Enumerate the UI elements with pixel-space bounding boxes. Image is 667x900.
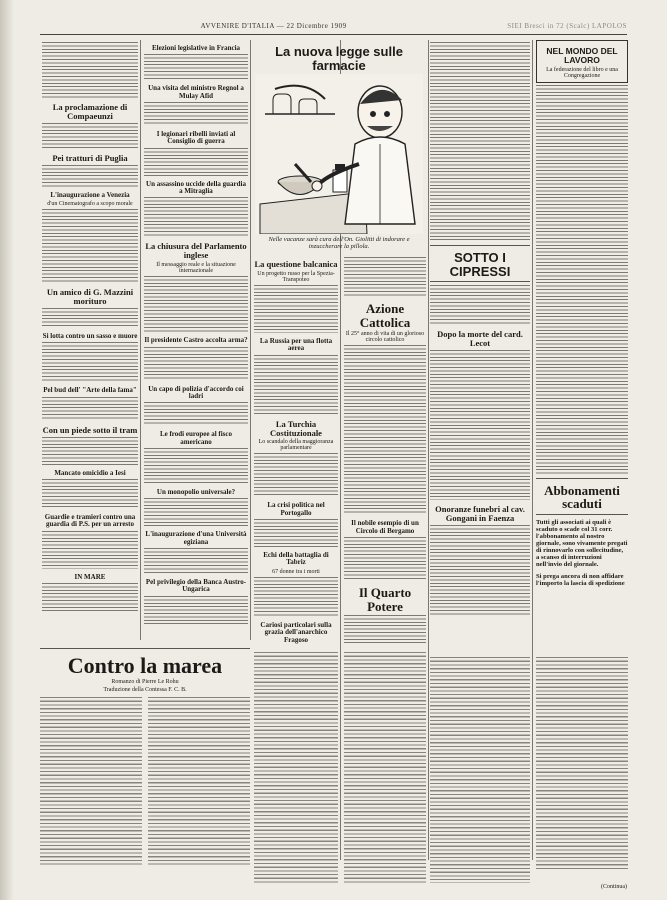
cartoon-title: La nuova legge sulle farmacie — [275, 44, 403, 73]
top-rule — [40, 34, 627, 35]
headline: Azione Cattolica — [359, 301, 411, 330]
serial-text — [536, 657, 628, 871]
article-text — [144, 596, 248, 626]
headline: Cariosi particolari sulla grazia dell'anarchico Fragoso — [260, 620, 332, 644]
section-rule — [536, 514, 628, 515]
serial-text-col-4 — [344, 650, 426, 890]
serial-text — [148, 697, 250, 865]
headline: Le frodi europee al fisco americano — [159, 430, 233, 446]
article-text — [430, 350, 530, 500]
article-text — [144, 498, 248, 526]
headline: Echi della battaglia di Tabriz — [263, 551, 329, 567]
subheadline: d'un Cinematografo a scopo morale — [47, 201, 133, 208]
headline: La Turchia Costituzionale — [270, 418, 322, 438]
column-2 — [144, 40, 248, 640]
article-text — [430, 42, 530, 242]
subheadline: Un progetto russo per la Spezia-Transpoteo — [257, 270, 335, 283]
serial-title: Contro la marea — [67, 653, 223, 678]
masthead — [40, 22, 627, 32]
headline: I legionari ribelli inviati al Consiglio di guerra — [156, 130, 236, 146]
labour-section-box — [536, 40, 628, 83]
article-text — [144, 276, 248, 332]
serial-text — [430, 657, 530, 883]
headline: La crisi politica nel Portogallo — [267, 501, 325, 517]
serial-author: Romanzo di Pierre Le Rohu — [111, 679, 179, 686]
headline: Il Quarto Potere — [358, 584, 412, 614]
column-1 — [42, 40, 138, 640]
subheadline: 67 donne tra i morti — [272, 568, 320, 575]
notice-headline: Abbonamenti scaduti — [544, 482, 620, 512]
headline: Pel privilegio della Banca Austro-Ungarica — [145, 578, 247, 594]
article-text — [42, 123, 138, 149]
section-rule — [430, 245, 530, 246]
article-text — [42, 531, 138, 569]
headline: Elezioni legislative in Francia — [151, 44, 241, 52]
cartoon-panel — [255, 40, 423, 251]
headline: Un monopolio universale? — [156, 487, 236, 496]
column-6 — [536, 40, 628, 650]
article-text — [42, 42, 138, 98]
article-text — [42, 437, 138, 465]
serial-columns — [40, 695, 250, 867]
serial-text — [254, 652, 338, 884]
scan-edge-shadow — [0, 0, 14, 900]
cartoon-caption: Nelle vacanze sarà cura dell'On. Giolitti di indorare e inzuccherare la pillola. — [268, 236, 410, 251]
serial-text-col-3 — [254, 650, 338, 890]
headline: Un amico di G. Mazzini morituro — [46, 287, 134, 307]
column-3 — [254, 255, 338, 645]
article-text — [144, 197, 248, 237]
pharmacist-illustration — [255, 74, 423, 234]
section-rule — [536, 478, 628, 479]
article-text — [42, 479, 138, 509]
notice-body: Tutti gli associati ai quali è scaduto o scade col 31 corr. l'abbonamento al nostro giornale, sono vivamente pregati di rinnovarlo con sollecitudine, a scanso di interruzioni nell'invio del giornale. — [536, 519, 628, 568]
article-text — [254, 285, 338, 333]
article-text — [42, 165, 138, 187]
section-headline: NEL MONDO DEL LAVORO — [546, 46, 618, 65]
article-text — [144, 448, 248, 484]
article-text — [344, 257, 426, 297]
serial-text-col-6 — [536, 655, 628, 877]
article-text — [254, 453, 338, 497]
article-text — [42, 308, 138, 328]
serial-rule — [40, 648, 250, 649]
column-rule — [532, 40, 533, 860]
article-text — [430, 285, 530, 325]
serial-novel — [40, 645, 250, 867]
article-text — [42, 583, 138, 613]
serial-text-col-5 — [430, 655, 530, 890]
serial-text — [344, 652, 426, 884]
headline: Un capo di polizia d'accordo coi ladri — [148, 384, 244, 400]
article-text — [42, 397, 138, 421]
subheadline: Il 25° anno di vita di un glorioso circolo cattolico — [345, 331, 425, 344]
article-text — [144, 102, 248, 126]
article-text — [344, 615, 426, 645]
column-rule — [140, 40, 141, 640]
article-text — [144, 148, 248, 176]
article-text — [144, 548, 248, 574]
headline: Onoranze funebri al cav. Gongani in Faenza — [435, 504, 525, 524]
headline: Il presidente Castro accolta arma? — [144, 336, 248, 345]
article-text — [144, 402, 248, 426]
serial-text — [40, 697, 142, 865]
headline: Con un piede sotto il tram — [42, 424, 138, 435]
masthead-stamp: SIEI Bresci in 72 (Scalc) LAPOLOS — [507, 22, 627, 30]
serial-translator: Traduzione della Contessa F. C. B. — [103, 687, 187, 694]
headline: La Russia per una flotta aerea — [259, 336, 333, 353]
article-text — [144, 54, 248, 80]
article-text — [254, 355, 338, 415]
article-text — [344, 345, 426, 515]
headline: Il nobile esempio di un Circolo di Bergamo — [351, 519, 419, 535]
article-text — [42, 342, 138, 382]
column-4 — [344, 255, 426, 645]
notice-note: Si prega ancora di non affidare l'importo la lascia di spedizione — [536, 572, 625, 587]
headline: Una visita del ministro Regnol a Mulay Afid — [148, 84, 244, 100]
article-text — [254, 577, 338, 617]
headline: Si lotta contro un sasso e muore — [42, 331, 138, 340]
headline: Un assassino uccide della guardia a Mitraglia — [146, 179, 246, 196]
article-text — [144, 347, 248, 381]
subheadline: Lo scandalo della maggioranza parlamentare — [258, 439, 334, 452]
subheadline: Il messaggio reale e la situazione internazionale — [156, 262, 236, 275]
headline: L'inaugurazione a Venezia — [50, 190, 130, 199]
article-text — [536, 85, 628, 475]
article-text — [254, 519, 338, 547]
headline: L'inaugurazione d'una Università egiziana — [145, 530, 247, 546]
headline: Guardie e tramieri contro una guardia di P.S. per un arresto — [44, 512, 136, 529]
headline: La questione balcanica — [254, 259, 338, 269]
section-rule — [430, 281, 530, 282]
column-rule — [428, 40, 429, 860]
article-text — [42, 209, 138, 283]
article-text — [344, 537, 426, 581]
headline: La chiusura del Parlamento inglese — [145, 241, 247, 261]
column-5 — [430, 40, 530, 650]
masthead-date: AVVENIRE D'ITALIA — 22 Dicembre 1909 — [200, 22, 347, 30]
headline: Dopo la morte del card. Lecot — [437, 329, 523, 349]
section-headline: SOTTO I CIPRESSI — [449, 250, 511, 279]
article-text — [430, 525, 530, 615]
headline: Pel bud dell' "Arte della fama" — [43, 386, 137, 395]
headline: La proclamazione di Compaeunzi — [52, 102, 128, 121]
subheadline: La federazione del libro e una Congregazione — [546, 66, 618, 79]
column-rule — [250, 40, 251, 640]
headline: IN MARE — [74, 572, 106, 581]
continued-note: (Continua) — [601, 884, 627, 890]
headline: Mancato omicidio a Iesi — [54, 468, 126, 477]
headline: Pei tratturi di Puglia — [52, 152, 128, 163]
